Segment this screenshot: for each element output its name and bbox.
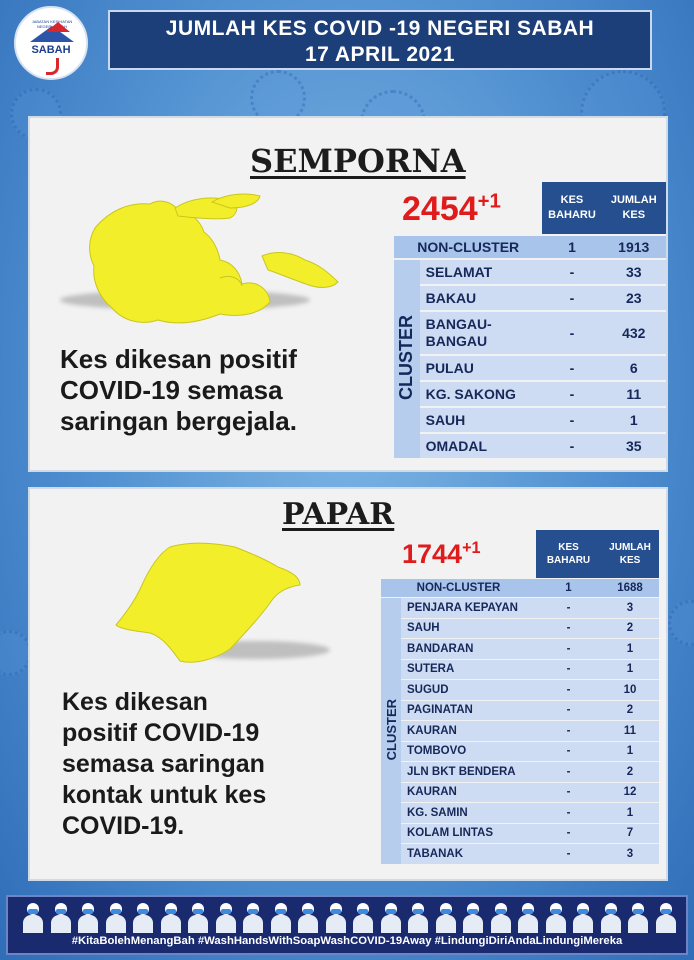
logo-swoosh-icon bbox=[46, 58, 59, 75]
title-line-1: JUMLAH KES COVID -19 NEGERI SABAH bbox=[165, 17, 595, 40]
person-icon bbox=[352, 903, 374, 933]
row-total: 1688 bbox=[601, 579, 659, 597]
cluster-name: KG. SAKONG bbox=[420, 382, 543, 406]
new-increment: +1 bbox=[477, 190, 501, 213]
cluster-new: - bbox=[542, 312, 601, 354]
person-icon bbox=[380, 903, 402, 933]
semporna-panel bbox=[28, 116, 668, 472]
table-row bbox=[381, 598, 659, 618]
case-description bbox=[60, 344, 297, 437]
row-label: NON-CLUSTER bbox=[394, 236, 542, 258]
case-description bbox=[62, 687, 266, 842]
column-header-new: KES BAHARU bbox=[542, 182, 601, 234]
footer-hashtags: #KitaBolehMenangBah #WashHandsWithSoapWashCOVID-19Away #LindungiDiriAndaLindungiMereka bbox=[71, 935, 623, 947]
person-icon bbox=[242, 903, 264, 933]
person-icon bbox=[187, 903, 209, 933]
cluster-new: - bbox=[536, 742, 601, 762]
table-row bbox=[394, 382, 666, 406]
person-icon bbox=[407, 903, 429, 933]
person-icon bbox=[325, 903, 347, 933]
cluster-new: - bbox=[536, 660, 601, 680]
cluster-total: 1 bbox=[601, 660, 659, 680]
logo-peak-icon bbox=[46, 22, 70, 32]
cluster-label: CLUSTER bbox=[394, 260, 420, 458]
table-row bbox=[394, 286, 666, 310]
cluster-label: CLUSTER bbox=[381, 598, 401, 864]
table-row bbox=[381, 783, 659, 803]
cluster-total: 1 bbox=[601, 639, 659, 659]
cluster-total: 10 bbox=[601, 680, 659, 700]
semporna-map-icon bbox=[80, 190, 345, 330]
cluster-name: PULAU bbox=[420, 356, 543, 380]
cluster-name: SELAMAT bbox=[420, 260, 543, 284]
desc-line: COVID-19. bbox=[62, 812, 185, 840]
row-new: 1 bbox=[542, 236, 601, 258]
cluster-total: 3 bbox=[601, 844, 659, 864]
district-name: PAPAR bbox=[282, 497, 395, 532]
row-new: 1 bbox=[536, 579, 601, 597]
cluster-name: SUGUD bbox=[401, 680, 536, 700]
desc-line: saringan bergejala. bbox=[60, 406, 297, 436]
table-row bbox=[381, 803, 659, 823]
cluster-new: - bbox=[536, 783, 601, 803]
person-icon bbox=[655, 903, 677, 933]
person-icon bbox=[572, 903, 594, 933]
table-row bbox=[394, 260, 666, 284]
table-row bbox=[381, 639, 659, 659]
cluster-new: - bbox=[536, 701, 601, 721]
table-row bbox=[381, 844, 659, 864]
desc-line: Kes dikesan bbox=[62, 688, 208, 716]
row-total: 1913 bbox=[602, 236, 667, 258]
cluster-name: BANDARAN bbox=[401, 639, 536, 659]
cluster-new: - bbox=[542, 286, 601, 310]
table-row bbox=[381, 762, 659, 782]
cluster-total: 3 bbox=[601, 598, 659, 618]
column-header-new: KES BAHARU bbox=[536, 530, 601, 578]
cluster-name: SUTERA bbox=[401, 660, 536, 680]
cluster-name: KAURAN bbox=[401, 783, 536, 803]
column-header-total: JUMLAH KES bbox=[601, 530, 659, 578]
person-icon bbox=[435, 903, 457, 933]
person-icon bbox=[105, 903, 127, 933]
cluster-new: - bbox=[536, 680, 601, 700]
cluster-total: 23 bbox=[602, 286, 667, 310]
cluster-total: 1 bbox=[601, 803, 659, 823]
person-icon bbox=[462, 903, 484, 933]
table-row bbox=[394, 356, 666, 380]
total-value: 1744 bbox=[402, 539, 463, 569]
cluster-name: KG. SAMIN bbox=[401, 803, 536, 823]
cluster-new: - bbox=[536, 721, 601, 741]
cluster-name: OMADAL bbox=[420, 434, 543, 458]
cluster-name: PAGINATAN bbox=[401, 701, 536, 721]
cluster-name: SAUH bbox=[401, 619, 536, 639]
cluster-total: 11 bbox=[602, 382, 667, 406]
cluster-new: - bbox=[536, 598, 601, 618]
logo-subtext: JABATAN KESIHATAN NEGERI SABAH bbox=[31, 19, 73, 29]
desc-line: COVID-19 semasa bbox=[60, 375, 283, 405]
cluster-name: TABANAK bbox=[401, 844, 536, 864]
cluster-new: - bbox=[536, 762, 601, 782]
cluster-total: 7 bbox=[601, 824, 659, 844]
cluster-new: - bbox=[542, 382, 601, 406]
cluster-name: BAKAU bbox=[420, 286, 543, 310]
cluster-total: 6 bbox=[602, 356, 667, 380]
papar-map-icon bbox=[110, 537, 310, 667]
cluster-name: KAURAN bbox=[401, 721, 536, 741]
sabah-health-logo bbox=[14, 6, 88, 80]
row-label: NON-CLUSTER bbox=[381, 579, 536, 597]
cluster-name: TOMBOVO bbox=[401, 742, 536, 762]
table-row bbox=[381, 619, 659, 639]
new-increment: +1 bbox=[462, 539, 481, 557]
person-icon bbox=[627, 903, 649, 933]
person-icon bbox=[545, 903, 567, 933]
cluster-total: 11 bbox=[601, 721, 659, 741]
cluster-name: JLN BKT BENDERA bbox=[401, 762, 536, 782]
person-icon bbox=[490, 903, 512, 933]
person-icon bbox=[270, 903, 292, 933]
desc-line: kontak untuk kes bbox=[62, 781, 267, 809]
total-value: 2454 bbox=[402, 190, 478, 228]
table-row bbox=[381, 721, 659, 741]
cluster-total: 12 bbox=[601, 783, 659, 803]
cluster-total: 2 bbox=[601, 762, 659, 782]
district-name: SEMPORNA bbox=[250, 142, 466, 180]
virus-decoration bbox=[668, 600, 694, 646]
cluster-total: 2 bbox=[601, 701, 659, 721]
cluster-total: 2 bbox=[601, 619, 659, 639]
cluster-table bbox=[394, 180, 666, 460]
person-icon bbox=[600, 903, 622, 933]
cluster-new: - bbox=[536, 803, 601, 823]
person-icon bbox=[160, 903, 182, 933]
papar-panel bbox=[28, 487, 668, 881]
desc-line: positif COVID-19 bbox=[62, 719, 260, 747]
table-row bbox=[394, 434, 666, 458]
table-row bbox=[381, 660, 659, 680]
table-row bbox=[394, 312, 666, 354]
cluster-total: 35 bbox=[602, 434, 667, 458]
cluster-table bbox=[381, 529, 659, 865]
cluster-new: - bbox=[536, 619, 601, 639]
desc-line: semasa saringan bbox=[62, 750, 265, 778]
cluster-name: SAUH bbox=[420, 408, 543, 432]
table-row bbox=[381, 701, 659, 721]
cluster-new: - bbox=[542, 260, 601, 284]
cluster-new: - bbox=[542, 408, 601, 432]
title-line-2: 17 APRIL 2021 bbox=[304, 43, 456, 66]
person-icon bbox=[77, 903, 99, 933]
table-row bbox=[394, 408, 666, 432]
cluster-new: - bbox=[536, 824, 601, 844]
person-icon bbox=[22, 903, 44, 933]
desc-line: Kes dikesan positif bbox=[60, 344, 297, 374]
cluster-new: - bbox=[542, 356, 601, 380]
page-title bbox=[108, 10, 652, 70]
person-icon bbox=[517, 903, 539, 933]
cluster-new: - bbox=[536, 639, 601, 659]
cluster-name: BANGAU- BANGAU bbox=[420, 312, 543, 354]
table-row bbox=[381, 824, 659, 844]
person-icon bbox=[297, 903, 319, 933]
cluster-name: KOLAM LINTAS bbox=[401, 824, 536, 844]
cluster-total: 432 bbox=[602, 312, 667, 354]
cluster-new: - bbox=[536, 844, 601, 864]
cluster-new: - bbox=[542, 434, 601, 458]
footer-banner bbox=[6, 895, 688, 955]
cluster-total: 1 bbox=[602, 408, 667, 432]
table-row bbox=[381, 680, 659, 700]
person-icon bbox=[215, 903, 237, 933]
table-row-non-cluster bbox=[394, 236, 666, 258]
cluster-name: PENJARA KEPAYAN bbox=[401, 598, 536, 618]
cluster-total: 33 bbox=[602, 260, 667, 284]
column-header-total: JUMLAH KES bbox=[602, 182, 667, 234]
table-row bbox=[381, 742, 659, 762]
person-icon bbox=[132, 903, 154, 933]
person-icon bbox=[50, 903, 72, 933]
cluster-total: 1 bbox=[601, 742, 659, 762]
table-row-non-cluster bbox=[381, 579, 659, 597]
logo-text: SABAH bbox=[31, 44, 71, 56]
